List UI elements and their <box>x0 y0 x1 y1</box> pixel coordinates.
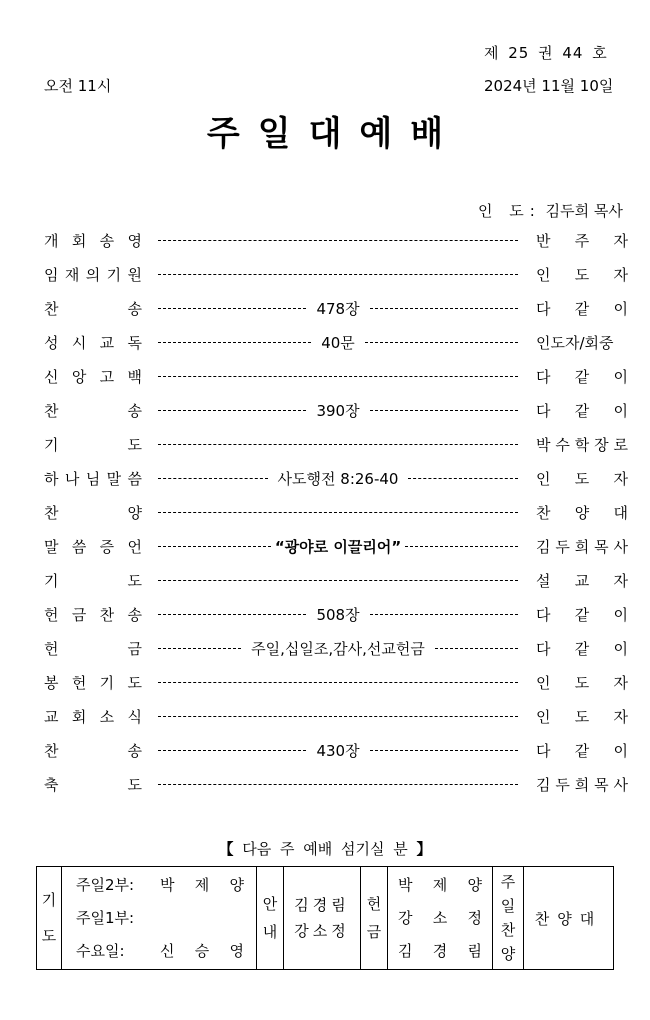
order-item-person-char: 같 <box>574 401 590 420</box>
order-item-label-char: 찬 <box>44 401 59 420</box>
vertical-label-char: 일 <box>500 897 516 915</box>
order-item-label <box>44 536 142 557</box>
dotted-leader <box>158 444 518 445</box>
next-week-table <box>36 866 614 970</box>
order-item-person <box>536 230 628 251</box>
order-item-label-char: 고 <box>99 367 115 386</box>
offering-name-char: 박 <box>398 875 413 894</box>
offering-name-text <box>398 902 482 935</box>
order-item-person-char: 도 <box>574 265 590 284</box>
order-item-label-char: 앙 <box>71 367 87 386</box>
dotted-leader <box>158 682 518 683</box>
order-item-label-char: 금 <box>71 605 87 624</box>
dotted-leader <box>158 614 306 615</box>
order-item-label <box>44 230 142 251</box>
order-row <box>44 767 628 801</box>
order-item-person <box>536 468 628 489</box>
service-time: 오전 11시 <box>44 77 112 95</box>
prayer-slot-name <box>160 902 244 935</box>
order-item-leader-line <box>158 740 518 761</box>
order-item-leader-line <box>158 682 518 683</box>
order-item-person-char: 같 <box>574 639 590 658</box>
next-week-title: 다음 주 예배 섬기실 분 <box>242 840 408 858</box>
offering-name-text <box>398 869 482 902</box>
order-item-person-char: 수 <box>555 435 570 454</box>
dotted-leader <box>405 546 518 547</box>
order-item-person-char: 다 <box>536 401 551 420</box>
offering-name-char: 김 <box>398 941 413 960</box>
order-item-detail: “광야로 이끌리어” <box>274 537 402 556</box>
order-item-label-char: 송 <box>127 741 142 760</box>
order-item-leader-line <box>158 604 518 625</box>
order-row <box>44 427 628 461</box>
order-item-person <box>536 502 628 523</box>
order-item-person-char: 이 <box>613 299 628 318</box>
order-item-person-char: 이 <box>613 401 628 420</box>
dotted-leader <box>365 342 518 343</box>
dotted-leader <box>370 750 518 751</box>
order-item-person-char: 목 <box>594 537 609 556</box>
order-item-person-char: 자 <box>613 707 628 726</box>
order-item-label-char: 기 <box>99 673 115 692</box>
order-item-label <box>44 604 142 625</box>
usher-name: 김경림 <box>294 896 350 914</box>
order-row <box>44 665 628 699</box>
prayer-slot-name-char: 제 <box>194 875 210 894</box>
next-week-heading: 【 다음 주 예배 섬기실 분 】 <box>218 840 432 858</box>
order-row <box>44 461 628 495</box>
order-item-label-char: 송 <box>99 231 115 250</box>
order-item-person-char: 이 <box>613 639 628 658</box>
choir-name: 찬양대 <box>534 909 603 928</box>
dotted-leader <box>158 546 271 547</box>
vertical-label-char: 내 <box>262 923 278 941</box>
order-item-label-char: 식 <box>127 707 142 726</box>
prayer-slot-name-char: 신 <box>160 941 175 960</box>
usher-name: 강소정 <box>294 922 350 940</box>
order-item-leader-line <box>158 784 518 785</box>
order-item-label-char: 축 <box>44 775 59 794</box>
order-item-person-char: 자 <box>613 673 628 692</box>
order-item-person-char: 인 <box>536 673 551 692</box>
order-item-person-char: 같 <box>574 299 590 318</box>
dotted-leader <box>158 648 241 649</box>
order-item-person <box>536 706 628 727</box>
order-item-person <box>536 638 628 659</box>
order-item-label-char: 찬 <box>44 299 59 318</box>
order-item-person-char: 같 <box>574 367 590 386</box>
order-row <box>44 529 628 563</box>
order-item-person-char: 두 <box>555 537 570 556</box>
offering-name-char: 소 <box>432 908 448 927</box>
order-item-person-char: 도 <box>574 469 590 488</box>
order-item-label-char: 재 <box>64 265 80 284</box>
order-item-label-char: 봉 <box>44 673 59 692</box>
prayer-header-cell <box>37 867 62 970</box>
order-item-person-char: 반 <box>536 231 551 250</box>
order-item-label-char: 송 <box>127 401 142 420</box>
order-item-label-char: 찬 <box>44 741 59 760</box>
order-item-label-char: 씀 <box>71 537 87 556</box>
order-item-person-char: 이 <box>613 367 628 386</box>
order-item-person-char: 인 <box>536 707 551 726</box>
dotted-leader <box>158 342 311 343</box>
offering-name-char: 경 <box>432 941 448 960</box>
order-item-person-char: 희 <box>574 537 590 556</box>
dotted-leader <box>158 512 518 513</box>
offering-name <box>388 902 492 935</box>
order-item-person-char: 인 <box>536 265 551 284</box>
order-item-person-char: 양 <box>574 503 590 522</box>
order-item-person <box>536 298 628 319</box>
offering-header-cell <box>361 867 388 970</box>
offering-name-char: 강 <box>398 908 413 927</box>
order-item-label-char: 회 <box>71 707 87 726</box>
order-item-label <box>44 434 142 455</box>
order-item-person-char: 도 <box>574 673 590 692</box>
offering-name-text <box>398 935 482 968</box>
order-item-label <box>44 468 142 489</box>
prayer-slot-name-char: 양 <box>229 875 244 894</box>
usher-names-cell <box>284 867 361 970</box>
vertical-label-char: 안 <box>262 895 278 913</box>
order-row <box>44 699 628 733</box>
prayer-slot-name <box>160 869 244 902</box>
dotted-leader <box>158 750 306 751</box>
order-item-detail: 430장 <box>316 741 360 760</box>
order-item-leader-line <box>158 240 518 241</box>
order-row <box>44 495 628 529</box>
order-item-person-char: 사 <box>613 537 628 556</box>
order-item-person <box>536 400 628 421</box>
offering-names-cell <box>388 867 493 970</box>
dotted-leader <box>158 410 306 411</box>
prayer-slot-label: 수요일: <box>76 941 125 960</box>
choir-header-cell <box>493 867 524 970</box>
order-row <box>44 597 628 631</box>
order-item-label-char: 도 <box>127 435 142 454</box>
order-item-leader-line <box>158 274 518 275</box>
offering-name-char: 정 <box>467 908 482 927</box>
dotted-leader <box>370 308 518 309</box>
order-row <box>44 631 628 665</box>
order-item-label-char: 교 <box>44 707 59 726</box>
order-item-label-char: 헌 <box>44 639 59 658</box>
order-item-detail: 390장 <box>316 401 360 420</box>
service-date: 2024년 11월 10일 <box>484 77 614 95</box>
order-item-leader-line <box>158 580 518 581</box>
offering-name <box>388 869 492 902</box>
order-item-label <box>44 638 142 659</box>
order-item-person <box>536 434 628 455</box>
order-item-person <box>536 570 628 591</box>
dotted-leader <box>158 478 268 479</box>
dotted-leader <box>158 376 518 377</box>
order-item-person-char: 자 <box>613 571 628 590</box>
order-item-label-char: 도 <box>127 673 142 692</box>
order-item-person-char: 인 <box>536 469 551 488</box>
issue-number: 제 25 권 44 호 <box>484 44 608 62</box>
order-item-label <box>44 366 142 387</box>
order-item-person <box>536 264 628 285</box>
vertical-label-char: 도 <box>41 927 57 945</box>
order-item-label <box>44 672 142 693</box>
prayer-slot-row <box>62 902 256 935</box>
dotted-leader <box>158 784 518 785</box>
order-item-label-char: 개 <box>44 231 59 250</box>
order-item-label-char: 도 <box>127 571 142 590</box>
order-item-detail: 40문 <box>321 333 355 352</box>
order-item-person-char: 두 <box>555 775 570 794</box>
prayer-slot-name <box>160 935 244 968</box>
prayer-slot-row <box>62 935 256 968</box>
order-item-person-char: 이 <box>613 605 628 624</box>
order-item-label-char: 임 <box>44 265 59 284</box>
order-row <box>44 325 628 359</box>
choir-label <box>493 870 523 966</box>
order-item-label <box>44 740 142 761</box>
offering-name <box>388 935 492 968</box>
order-item-leader-line <box>158 444 518 445</box>
order-item-person-char: 찬 <box>536 503 551 522</box>
order-item-label <box>44 570 142 591</box>
offering-name-char: 제 <box>432 875 448 894</box>
order-item-person-char: 희 <box>574 775 590 794</box>
order-item-leader-line <box>158 638 518 659</box>
order-item-detail: 508장 <box>316 605 360 624</box>
dotted-leader <box>370 614 518 615</box>
offering-label <box>361 890 387 946</box>
order-item-label-char: 송 <box>127 299 142 318</box>
order-item-person-char: 교 <box>574 571 590 590</box>
order-row <box>44 393 628 427</box>
vertical-label-char: 양 <box>500 945 516 963</box>
order-item-label-char: 독 <box>127 333 142 352</box>
order-item-person-char: 다 <box>536 741 551 760</box>
order-item-label <box>44 264 142 285</box>
order-item-leader-line <box>158 298 518 319</box>
order-item-person-char: 다 <box>536 299 551 318</box>
prayer-slot-label: 주일2부: <box>76 875 135 894</box>
dotted-leader <box>370 410 518 411</box>
order-item-person-char: 다 <box>536 367 551 386</box>
order-item-label-char: 송 <box>127 605 142 624</box>
offering-name-char: 림 <box>467 941 482 960</box>
dotted-leader <box>158 308 306 309</box>
leader-name: 김두희 목사 <box>545 202 623 220</box>
order-of-worship <box>44 223 628 801</box>
order-item-label-char: 기 <box>106 265 122 284</box>
order-item-person-char: 대 <box>613 503 628 522</box>
offering-name-char: 양 <box>467 875 482 894</box>
order-item-label-char: 말 <box>44 537 59 556</box>
order-item-person-char: 다 <box>536 605 551 624</box>
order-item-person-char: 사 <box>613 775 628 794</box>
order-item-label-char: 말 <box>106 469 122 488</box>
prayer-slot-name-char: 영 <box>229 941 244 960</box>
order-item-person: 인도자/회중 <box>536 333 614 352</box>
order-item-label-char: 소 <box>99 707 115 726</box>
order-item-detail: 주일,십일조,감사,선교헌금 <box>251 639 425 658</box>
order-item-label <box>44 706 142 727</box>
order-item-person-char: 자 <box>613 265 628 284</box>
order-item-label <box>44 774 142 795</box>
order-item-leader-line <box>158 716 518 717</box>
prayer-slots-cell <box>62 867 257 970</box>
order-item-label-char: 기 <box>44 435 59 454</box>
order-item-label-char: 증 <box>99 537 115 556</box>
order-item-label <box>44 298 142 319</box>
order-item-person-char: 도 <box>574 707 590 726</box>
vertical-label-char: 주 <box>500 873 516 891</box>
order-item-person-char: 김 <box>536 775 551 794</box>
vertical-label-char: 찬 <box>500 921 516 939</box>
order-item-detail: 478장 <box>316 299 360 318</box>
order-item-leader-line <box>158 400 518 421</box>
order-item-label-char: 씀 <box>127 469 142 488</box>
order-item-leader-line <box>158 376 518 377</box>
order-item-leader-line <box>158 536 518 557</box>
order-item-label-char: 영 <box>127 231 142 250</box>
prayer-label <box>37 882 61 954</box>
order-row <box>44 563 628 597</box>
prayer-slots <box>62 869 256 968</box>
dotted-leader <box>158 716 518 717</box>
order-row <box>44 733 628 767</box>
vertical-label-char: 기 <box>41 891 57 909</box>
order-item-label-char: 헌 <box>44 605 59 624</box>
order-item-label <box>44 332 142 353</box>
order-item-label-char: 원 <box>127 265 142 284</box>
service-leader <box>478 200 623 221</box>
dotted-leader <box>158 580 518 581</box>
order-item-label-char: 하 <box>44 469 59 488</box>
order-item-leader-line <box>158 332 518 353</box>
vertical-label-char: 헌 <box>366 895 382 913</box>
choir-name-cell <box>524 867 614 970</box>
order-item-label-char: 찬 <box>99 605 115 624</box>
dotted-leader <box>158 274 518 275</box>
order-item-label-char: 님 <box>85 469 101 488</box>
order-item-person <box>536 536 628 557</box>
dotted-leader <box>408 478 518 479</box>
order-item-label-char: 성 <box>44 333 59 352</box>
order-item-person-char: 같 <box>574 741 590 760</box>
dotted-leader <box>435 648 518 649</box>
order-item-label-char: 백 <box>127 367 142 386</box>
order-item-person-char: 다 <box>536 639 551 658</box>
order-item-label <box>44 400 142 421</box>
order-item-label-char: 금 <box>127 639 142 658</box>
order-item-person-char: 장 <box>594 435 609 454</box>
order-item-person-char: 학 <box>574 435 590 454</box>
dotted-leader <box>158 240 518 241</box>
order-item-label-char: 나 <box>64 469 80 488</box>
order-item-label-char: 신 <box>44 367 59 386</box>
order-item-person-char: 박 <box>536 435 551 454</box>
order-item-leader-line <box>158 468 518 489</box>
leader-label: 인 도: <box>478 202 541 220</box>
prayer-slot-row <box>62 869 256 902</box>
order-item-label-char: 찬 <box>44 503 59 522</box>
order-item-label-char: 기 <box>44 571 59 590</box>
order-item-label-char: 시 <box>71 333 87 352</box>
page-title: 주일대예배 <box>206 114 462 154</box>
order-item-person <box>536 774 628 795</box>
order-item-person <box>536 366 628 387</box>
order-row <box>44 291 628 325</box>
order-item-person-char: 자 <box>613 231 628 250</box>
order-row <box>44 359 628 393</box>
order-item-label-char: 양 <box>127 503 142 522</box>
order-item-person-char: 자 <box>613 469 628 488</box>
order-item-label <box>44 502 142 523</box>
usher-label <box>257 890 283 946</box>
order-item-label-char: 헌 <box>71 673 87 692</box>
order-row <box>44 257 628 291</box>
prayer-slot-name-char: 박 <box>160 875 175 894</box>
order-item-person-char: 김 <box>536 537 551 556</box>
order-row <box>44 223 628 257</box>
order-item-person-char: 이 <box>613 741 628 760</box>
order-item-person <box>536 740 628 761</box>
usher-header-cell <box>257 867 284 970</box>
order-item-detail: 사도행전 8:26-40 <box>277 469 399 488</box>
order-item-person-char: 설 <box>536 571 551 590</box>
order-item-label-char: 회 <box>71 231 87 250</box>
prayer-slot-name-char: 승 <box>194 941 210 960</box>
order-item-label-char: 의 <box>85 265 101 284</box>
vertical-label-char: 금 <box>366 923 382 941</box>
order-item-person-char: 목 <box>594 775 609 794</box>
order-item-person-char: 같 <box>574 605 590 624</box>
order-item-person-char: 로 <box>613 435 628 454</box>
order-item-person <box>536 604 628 625</box>
prayer-slot-label: 주일1부: <box>76 908 135 927</box>
order-item-label-char: 언 <box>127 537 142 556</box>
order-item-label-char: 교 <box>99 333 115 352</box>
order-item-person <box>536 672 628 693</box>
order-item-label-char: 도 <box>127 775 142 794</box>
order-item-leader-line <box>158 512 518 513</box>
order-item-person-char: 주 <box>574 231 590 250</box>
